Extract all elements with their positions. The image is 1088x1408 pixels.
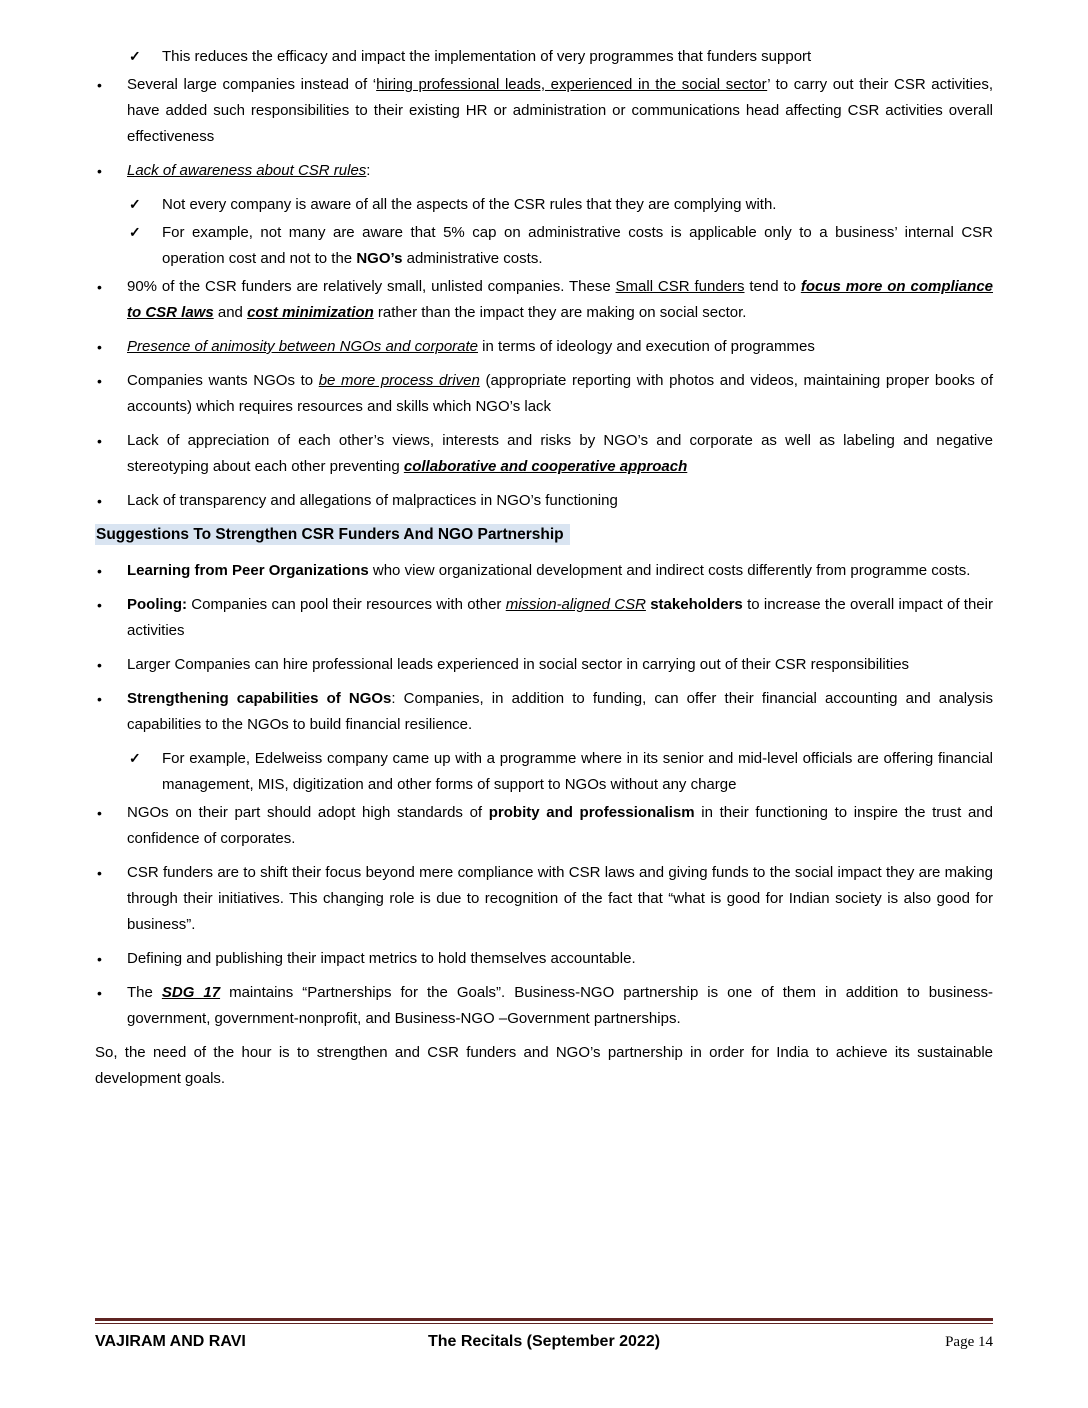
item-text [95, 1044, 993, 1087]
paragraph [95, 1040, 993, 1092]
list-item [95, 220, 993, 272]
text-segment: CSR funders are to shift their focus beyond mere compliance with CSR laws and giving funds to the social impact they are making through their initiatives. This changing role is due to recognition of the fact that “what is good for Indian society is also good for business”. [127, 864, 993, 933]
text-segment: For example, Edelweiss company came up with a programme where in its senior and mid-level officials are offering financial management, MIS, digitization and other forms of support to NGOs without any charge [162, 750, 993, 793]
bullet-icon: • [97, 865, 102, 881]
text-segment: Lack of awareness about CSR rules [127, 162, 367, 179]
list-item [95, 558, 993, 584]
bullet-icon: • [97, 163, 102, 179]
checkmark-icon: ✓ [129, 224, 141, 240]
document-content [95, 44, 993, 1092]
checkmark-icon: ✓ [129, 48, 141, 64]
list-item [95, 686, 993, 738]
text-segment: Lack of transparency and allegations of malpractices in NGO’s functioning [127, 492, 618, 509]
list-item [95, 746, 993, 798]
list-item [95, 334, 993, 360]
footer-divider [95, 1318, 993, 1324]
list-item [95, 652, 993, 678]
list-item [95, 368, 993, 420]
list-item [95, 592, 993, 644]
text-segment: in their functioning to inspire the trust and confidence of corporates. [127, 804, 993, 847]
text-segment: Pooling: [127, 596, 187, 613]
bullet-icon: • [97, 691, 102, 707]
text-segment: collaborative and cooperative approach [403, 458, 688, 475]
bullet-icon: • [97, 339, 102, 355]
bullet-icon: • [97, 597, 102, 613]
text-segment: hiring professional leads, experienced in the social sector [376, 76, 768, 93]
text-segment: So, the need of the hour is to strengthen and CSR funders and NGO’s partnership in order for India to achieve its sustainable development goals. [95, 1044, 993, 1087]
text-segment: This reduces the efficacy and impact the implementation of very programmes that funders support [162, 48, 812, 65]
text-segment: : Companies, in addition to funding, can offer their financial accounting and analysis capabilities to the NGOs to build financial resilience. [127, 690, 993, 733]
text-segment: Learning from Peer Organizations [127, 562, 369, 579]
text-segment: The [127, 984, 162, 1001]
list-item [95, 800, 993, 852]
text-segment: be more process driven [318, 372, 480, 389]
text-segment: Companies can pool their resources with other [187, 596, 506, 613]
item-text [162, 48, 811, 65]
bullet-icon: • [97, 657, 102, 673]
text-segment: For example, not many are aware that 5% cap on administrative costs is applicable only to a business’ internal CSR operation cost and not to the [162, 224, 993, 267]
bullet-icon: • [97, 279, 102, 295]
item-text [127, 372, 993, 415]
text-segment: cost minimization [247, 304, 374, 321]
bullet-icon: • [97, 805, 102, 821]
item-text [127, 162, 370, 179]
text-segment: : [366, 162, 371, 179]
section-heading-row [95, 522, 993, 548]
text-segment: SDG 17 [161, 984, 221, 1001]
text-segment: mission-aligned CSR [505, 596, 646, 613]
item-text [127, 690, 993, 733]
list-item [95, 274, 993, 326]
footer-organization: VAJIRAM AND RAVI [95, 1333, 246, 1350]
item-text [127, 432, 993, 475]
list-item [95, 44, 993, 70]
text-segment: who view organizational development and indirect costs differently from programme costs. [368, 562, 971, 579]
text-segment: ’ to carry out their CSR activities, have added such responsibilities to their existing HR or administration or communications head affecting CSR activities overall effectiveness [127, 76, 993, 145]
list-item [95, 860, 993, 938]
list-item [95, 488, 993, 514]
item-text [127, 950, 636, 967]
item-text [127, 984, 993, 1027]
list-item [95, 428, 993, 480]
text-segment: stakeholders [650, 596, 743, 613]
item-text [127, 804, 993, 847]
text-segment: rather than the impact they are making on social sector. [373, 304, 747, 321]
text-segment: focus more on compliance to CSR laws [127, 278, 993, 321]
text-segment: Companies wants NGOs to [127, 372, 319, 389]
item-text [162, 196, 776, 213]
text-segment: Presence of animosity between NGOs and corporate [127, 338, 479, 355]
text-segment: probity and professionalism [488, 804, 695, 821]
list-item [95, 72, 993, 150]
item-text [127, 596, 993, 639]
text-segment: Small CSR funders [615, 278, 745, 295]
text-segment: 90% of the CSR funders are relatively small, unlisted companies. These [127, 278, 616, 295]
page-footer [95, 1333, 993, 1351]
item-text [127, 76, 993, 145]
text-segment: Larger Companies can hire professional leads experienced in social sector in carrying out of their CSR responsibilities [127, 656, 910, 673]
text-segment: Defining and publishing their impact metrics to hold themselves accountable. [127, 950, 636, 967]
text-segment: NGOs on their part should adopt high standards of [127, 804, 489, 821]
section-heading: Suggestions To Strengthen CSR Funders And NGO Partnership [95, 524, 570, 545]
text-segment: administrative costs. [402, 250, 543, 267]
bullet-icon: • [97, 951, 102, 967]
checkmark-icon: ✓ [129, 196, 141, 212]
item-text [127, 562, 970, 579]
text-segment: Not every company is aware of all the aspects of the CSR rules that they are complying with. [162, 196, 777, 213]
text-segment: Lack of appreciation of each other’s views, interests and risks by NGO’s and corporate as well as labeling and negative stereotyping about each other preventing [127, 432, 993, 475]
text-segment: NGO’s [356, 250, 403, 267]
bullet-icon: • [97, 493, 102, 509]
item-text [127, 338, 815, 355]
page-footer-area [95, 1318, 993, 1351]
text-segment: in terms of ideology and execution of programmes [478, 338, 815, 355]
bullet-icon: • [97, 985, 102, 1001]
footer-page-number: Page 14 [945, 1334, 994, 1350]
item-text [127, 864, 993, 933]
list-item [95, 158, 993, 184]
text-segment: tend to [744, 278, 801, 295]
text-segment: to increase the overall impact of their activities [127, 596, 993, 639]
bullet-icon: • [97, 433, 102, 449]
checkmark-icon: ✓ [129, 750, 141, 766]
list-item [95, 192, 993, 218]
footer-publication-title: The Recitals (September 2022) [427, 1333, 661, 1350]
bullet-icon: • [97, 77, 102, 93]
bullet-icon: • [97, 563, 102, 579]
list-item [95, 946, 993, 972]
list-item [95, 980, 993, 1032]
item-text [127, 656, 909, 673]
text-segment: Strengthening capabilities of NGOs [127, 690, 392, 707]
bullet-icon: • [97, 373, 102, 389]
item-text [127, 492, 618, 509]
text-segment: maintains “Partnerships for the Goals”. Business-NGO partnership is one of them in addition to business-government, government-nonprofit, and Business-NGO –Government partnerships. [127, 984, 994, 1027]
text-segment: Several large companies instead of ‘ [127, 76, 377, 93]
text-segment: and [213, 304, 248, 321]
item-text [162, 750, 993, 793]
item-text [162, 224, 993, 267]
item-text [127, 278, 993, 321]
text-segment: (appropriate reporting with photos and videos, maintaining proper books of accounts) which requires resources and skills which NGO’s lack [127, 372, 993, 415]
